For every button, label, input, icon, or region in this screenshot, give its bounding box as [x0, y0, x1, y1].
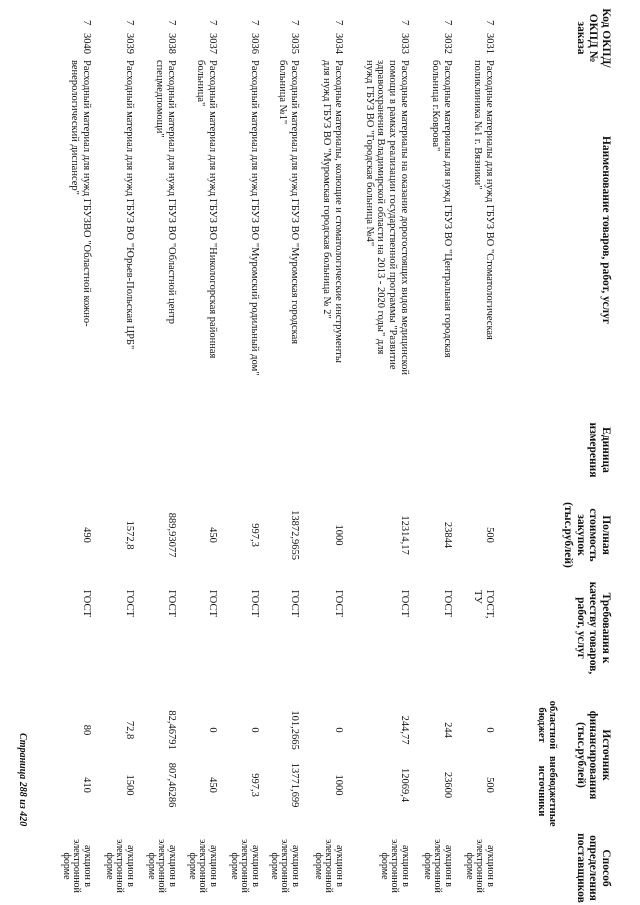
- quality-requirements: ГОСТ: [166, 590, 177, 617]
- supplier-method: аукцион в электронной форме: [61, 839, 93, 893]
- item-name: Расходный материал для нужд ГБУЗ ВО "Никологорская районная больница": [195, 60, 218, 359]
- quality-requirements: ГОСТ: [442, 590, 453, 617]
- regional-budget: 244,77: [399, 715, 410, 745]
- order-number: 3034: [333, 33, 344, 54]
- offbudget-sources: 1000: [333, 774, 344, 796]
- regional-budget: 244: [442, 722, 453, 738]
- item-name: Расходный материал для нужд ГБУЗВО "Областной кожно-венерологический диспансер": [69, 60, 92, 327]
- offbudget-sources: 1500: [124, 774, 135, 796]
- total-cost: 23844: [442, 521, 453, 549]
- okpd-code: 7: [124, 20, 135, 26]
- supplier-method: аукцион в электронной форме: [187, 839, 219, 893]
- supplier-method: аукцион в электронной форме: [313, 839, 345, 893]
- header-financing-regional: областной бюджет: [535, 700, 558, 750]
- order-number: 3031: [484, 33, 495, 54]
- total-cost: 12314,17: [399, 515, 410, 555]
- okpd-code: 7: [399, 20, 410, 26]
- supplier-method: аукцион в электронной форме: [229, 839, 261, 893]
- regional-budget: 101,2665: [289, 710, 300, 750]
- okpd-code: 7: [249, 20, 260, 26]
- page-number: Страница 288 из 420: [17, 733, 28, 827]
- header-financing-offbudget: внебюджетные источники: [535, 756, 558, 827]
- offbudget-sources: 12069,4: [399, 767, 410, 803]
- order-number: 3036: [249, 33, 260, 54]
- offbudget-sources: 13771,699: [289, 762, 300, 808]
- offbudget-sources: 500: [484, 777, 495, 793]
- quality-requirements: ГОСТ: [333, 590, 344, 617]
- regional-budget: 0: [249, 727, 260, 733]
- okpd-code: 7: [166, 20, 177, 26]
- okpd-code: 7: [81, 20, 92, 26]
- offbudget-sources: 23600: [442, 771, 453, 799]
- okpd-code: 7: [289, 20, 300, 26]
- okpd-code: 7: [484, 20, 495, 26]
- order-number: 3035: [289, 33, 300, 54]
- offbudget-sources: 450: [207, 777, 218, 793]
- regional-budget: 80: [81, 724, 92, 736]
- supplier-method: аукцион в электронной форме: [104, 839, 136, 893]
- total-cost: 997,3: [249, 523, 260, 547]
- item-name: Расходный материал для нужд ГБУЗ ВО "Муромский родильный дом": [249, 60, 260, 376]
- order-number: 3038: [166, 33, 177, 54]
- quality-requirements: ГОСТ: [249, 590, 260, 617]
- item-name: Расходные материалы для нужд ГБУЗ ВО "Стоматологическая поликлиника №1 г. Вязники": [472, 60, 495, 340]
- supplier-method: аукцион в электронной форме: [269, 839, 301, 893]
- quality-requirements: ГОСТ: [399, 590, 410, 617]
- total-cost: 889,93077: [166, 512, 177, 558]
- total-cost: 13872,9655: [289, 510, 300, 560]
- quality-requirements: ГОСТ: [124, 590, 135, 617]
- supplier-method: аукцион в электронной форме: [464, 839, 496, 893]
- quality-requirements: ГОСТ: [81, 590, 92, 617]
- quality-requirements: ГОСТ: [207, 590, 218, 617]
- okpd-code: 7: [442, 20, 453, 26]
- header-cost: Полная стоимость закупок (тыс.рублей): [562, 502, 612, 568]
- item-name: Расходный материал для нужд ГБУЗ ВО "Юрьев-Польская ЦРБ": [124, 60, 135, 350]
- total-cost: 490: [81, 527, 92, 543]
- item-name: Расходные материалы для нужд ГБУЗ ВО "Центральная городская больница г.Коврова": [430, 60, 453, 358]
- order-number: 3033: [399, 33, 410, 54]
- supplier-method: аукцион в электронной форме: [379, 839, 411, 893]
- supplier-method: аукцион в электронной форме: [422, 839, 454, 893]
- order-number: 3032: [442, 33, 453, 54]
- supplier-method: аукцион в электронной форме: [146, 839, 178, 893]
- total-cost: 1000: [333, 524, 344, 546]
- regional-budget: 82,46791: [166, 710, 177, 750]
- header-financing: Источник финансирования (тыс.рублей): [574, 710, 612, 800]
- order-number: 3037: [207, 33, 218, 54]
- item-name: Расходный материал для нужд ГБУЗ ВО "Областной центр спецмедпомощи": [154, 60, 177, 324]
- header-requirements: Требования к качеству товаров, работ, услуг: [574, 581, 612, 675]
- total-cost: 1572,8: [124, 520, 135, 550]
- regional-budget: 0: [484, 727, 495, 733]
- okpd-code: 7: [207, 20, 218, 26]
- offbudget-sources: 410: [81, 777, 92, 793]
- regional-budget: 0: [207, 727, 218, 733]
- header-method: Способ определения поставщиков: [574, 833, 612, 903]
- offbudget-sources: 807,46286: [166, 762, 177, 808]
- total-cost: 500: [484, 527, 495, 543]
- order-number: 3040: [81, 33, 92, 54]
- okpd-code: 7: [333, 20, 344, 26]
- regional-budget: 0: [333, 727, 344, 733]
- quality-requirements: ГОСТ, ТУ: [472, 590, 495, 619]
- item-name: Расходные материалы на оказание дорогостоящих видов медицинской помощи в рамках реализации государственной программы "Развитие здравоохранения Владимирской области на 2013 - 2020 годы" для нужд ГБУЗ ВО "Городская больница №4": [363, 60, 410, 376]
- header-name: Наименование товаров, работ, услуг: [600, 135, 612, 325]
- total-cost: 450: [207, 527, 218, 543]
- item-name: Расходные материалы, колющие и стоматологические инструменты для нужд ГБУЗ ВО "Муромская городская больница № 2": [321, 60, 344, 363]
- header-code: Код ОКПД/ ОКПД № заказа: [574, 8, 612, 68]
- item-name: Расходный материал для нужд ГБУЗ ВО "Муромская городская больница №1": [277, 60, 300, 345]
- regional-budget: 72,8: [124, 720, 135, 740]
- header-unit: Единица измерения: [587, 422, 612, 478]
- order-number: 3039: [124, 33, 135, 54]
- quality-requirements: ГОСТ: [289, 590, 300, 617]
- offbudget-sources: 997,3: [249, 773, 260, 797]
